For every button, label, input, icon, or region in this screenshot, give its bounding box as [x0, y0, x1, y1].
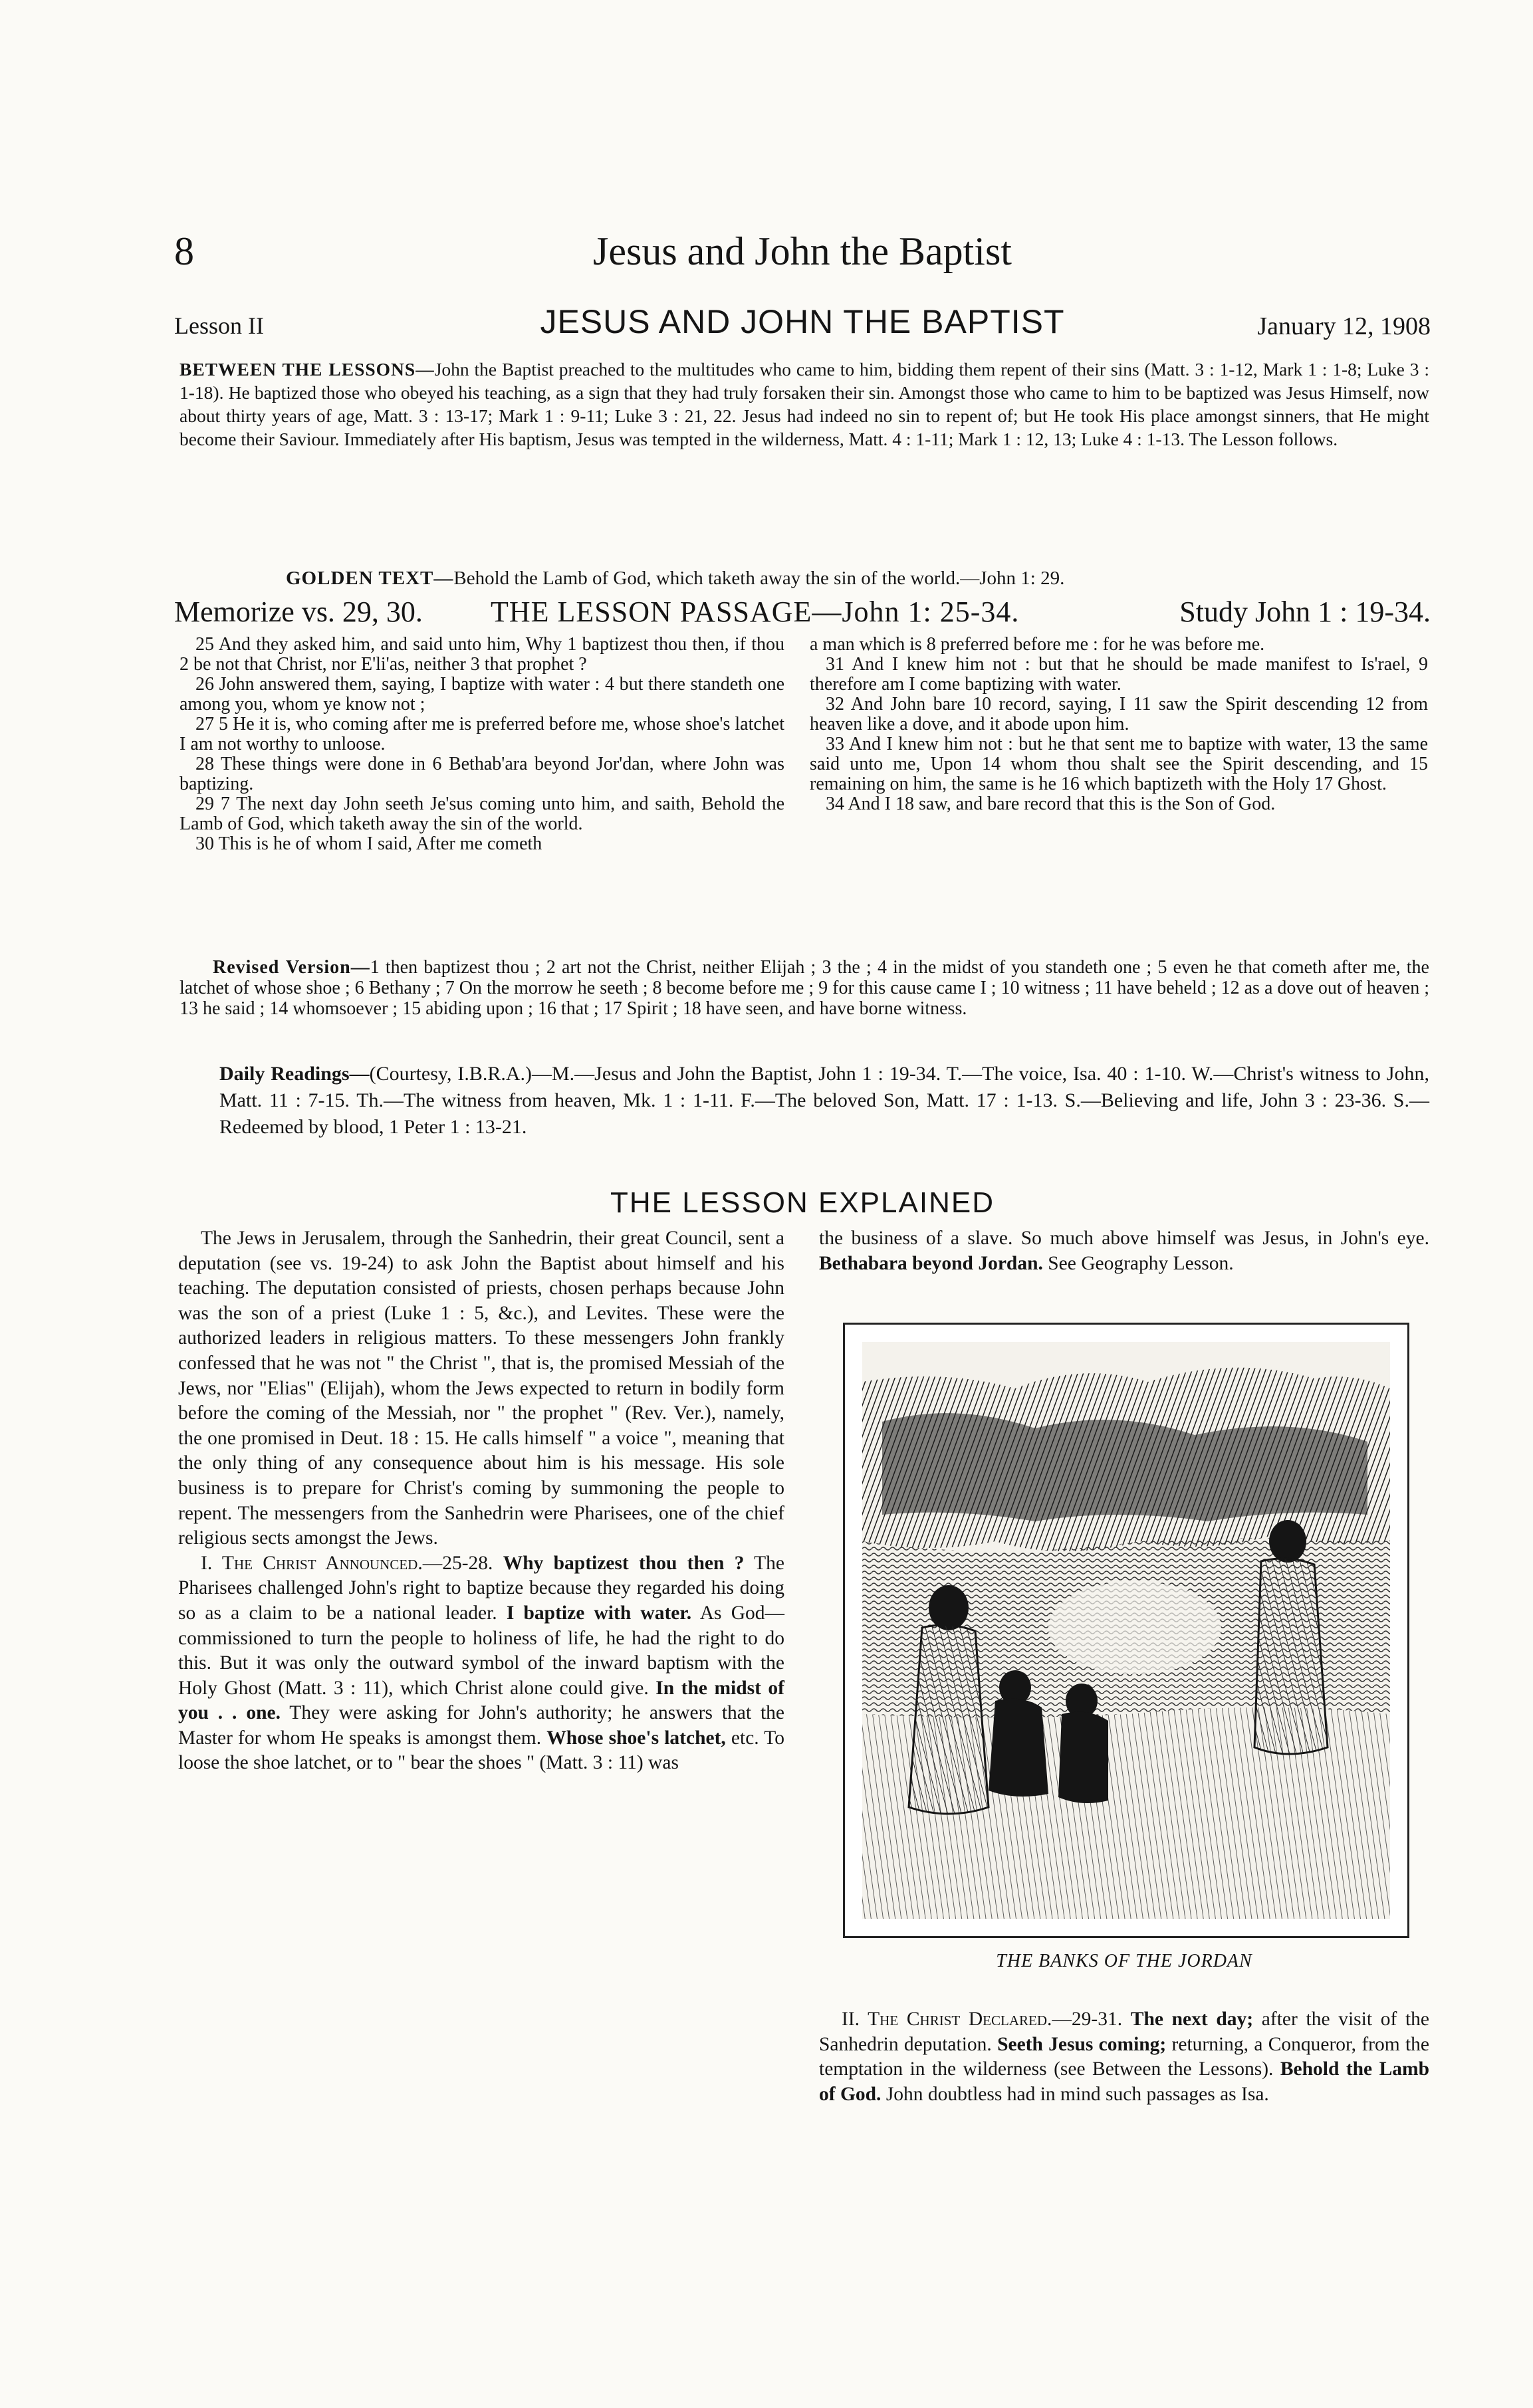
daily-readings: [219, 1061, 1429, 1141]
golden-text-body: Behold the Lamb of God, which taketh away the sin of the world.—John 1: 29.: [453, 568, 1065, 589]
verse: a man which is 8 preferred before me : for he was before me.: [810, 634, 1265, 655]
explained-paragraph: The Jews in Jerusalem, through the Sanhedrin, their great Council, sent a deputation (see vs. 19-24) to ask John the Baptist about himself and his teaching. The deputation consisted of priests, chosen perhaps because John was the son of a priest (Luke 1 : 5, &c.), and Levites. These were the authorized leaders in religious matters. To these messengers John frankly confessed that he was not " the Christ ", that is, the promised Messiah of the Jews, nor "Elias" (Elijah), whom the Jews expected to return in bodily form before the coming of the Messiah, nor " the prophet " (Rev. Ver.), namely, the one promised in Deut. 18 : 15. He calls himself " a voice ", meaning that the only thing of any consequence about him is his message. His sole business is to prepare for Christ's coming by summoning the people to repent. The messengers from the Sanhedrin were Pharisees, one of the chief religious sects amongst the Jews.: [178, 1228, 784, 1549]
verse: 31 And I knew him not : but that he should be made manifest to Is'rael, 9 therefore am I come baptizing with water.: [810, 654, 1428, 695]
daily-readings-label: Daily Readings—: [219, 1063, 370, 1085]
body-text: the business of a slave. So much above himself was Jesus, in John's eye.: [819, 1228, 1429, 1249]
explained-left-column: [178, 1226, 784, 1776]
verses-left-column: [179, 635, 784, 854]
bold-phrase: In the midst of you . . one.: [178, 1677, 785, 1724]
bold-phrase: Why baptizest thou then ?: [503, 1552, 745, 1574]
verses-right-column: [810, 635, 1428, 814]
section-christ-announced: [178, 1551, 784, 1776]
lesson-date: January 12, 1908: [1257, 312, 1431, 340]
body-text: See Geography Lesson.: [1042, 1252, 1234, 1274]
explained-right-column-top: [819, 1226, 1429, 1276]
verse: 30 This is he of whom I said, After me cometh: [195, 833, 542, 854]
bold-phrase: Behold the Lamb of God.: [819, 2058, 1430, 2105]
verse: 25 And they asked him, and said unto him, Why 1 baptizest thou then, if thou 2 be not that Christ, nor E'li'as, neither 3 that prophet ?: [179, 634, 784, 675]
running-head: [174, 225, 1431, 278]
explained-right-column-bottom: [819, 2007, 1429, 2107]
verse: 29 7 The next day John seeth Je'sus coming unto him, and saith, Behold the Lamb of God, which taketh away the sin of the world.: [179, 794, 784, 834]
verse: 27 5 He it is, who coming after me is preferred before me, whose shoe's latchet I am not worthy to unloose.: [179, 714, 784, 754]
lesson-passage-title: THE LESSON PASSAGE—John 1: 25-34.: [491, 596, 1020, 628]
page-number: 8: [174, 229, 194, 273]
jordan-illustration: [843, 1323, 1409, 1938]
body-text: after the visit of the Sanhedrin deputation.: [819, 2009, 1430, 2055]
verse: 32 And John bare 10 record, saying, I 11 saw the Spirit descending 12 from heaven like a dove, and it abode upon him.: [810, 694, 1428, 734]
lesson-passage-header: [174, 593, 1431, 631]
verse: 34 And I 18 saw, and bare record that this is the Son of God.: [826, 794, 1276, 814]
study-reference: Study John 1 : 19-34.: [1179, 596, 1431, 628]
lesson-number: Lesson II: [174, 312, 264, 339]
lesson-explained-heading: THE LESSON EXPLAINED: [610, 1186, 995, 1219]
bold-phrase: Seeth Jesus coming;: [997, 2033, 1167, 2055]
body-text: The Pharisees challenged John's right to baptize because they regarded his doing so as a claim to be a national leader.: [178, 1552, 784, 1624]
revised-version-text: 1 then baptizest thou ; 2 art not the Christ, neither Elijah ; 3 the ; 4 in the midst of you standeth one ; 5 even he that cometh after me, the latchet of whose shoe ; 6 Bethany ; 7 On the morrow he seeth ; 8 become before me ; 9 for this cause came I ; 10 witness ; 11 have beheld ; 12 as a dove out of heaven ; 13 he said ; 14 whomsoever ; 15 abiding upon ; 16 that ; 17 Spirit ; 18 have seen, and have borne witness.: [179, 957, 1429, 1019]
revised-version-label: Revised Version—: [213, 957, 370, 978]
section-heading: II. The Christ Declared.—29-31.: [842, 2009, 1123, 2030]
body-text: They were asking for John's authority; he answers that the Master for whom He speaks is amongst them.: [178, 1702, 784, 1749]
lesson-title: JESUS AND JOHN THE BAPTIST: [540, 303, 1065, 340]
between-lessons-text: John the Baptist preached to the multitudes who came to him, bidding them repent of their sins (Matt. 3 : 1-12, Mark 1 : 1-8; Luke 3 : 1-18). He baptized those who obeyed his teaching, as a sign that they had truly forsaken their sin. Amongst those who came to him to be baptized was Jesus Himself, now about thirty years of age, Matt. 3 : 13-17; Mark 1 : 9-11; Luke 3 : 21, 22. Jesus had indeed no sin to repent of; but He took His place amongst sinners, that He might become their Saviour. Immediately after His baptism, Jesus was tempted in the wilderness, Matt. 4 : 1-11; Mark 1 : 12, 13; Luke 4 : 1-13. The Lesson follows.: [179, 359, 1430, 449]
bold-phrase: I baptize with water.: [506, 1602, 692, 1624]
lesson-header: [174, 302, 1431, 345]
body-text: etc. To loose the shoe latchet, or to " bear the shoes " (Matt. 3 : 11) was: [178, 1727, 785, 1774]
explained-continuation: [819, 1226, 1429, 1276]
memorize-verses: Memorize vs. 29, 30.: [174, 596, 423, 628]
verse: 28 These things were done in 6 Bethab'ara beyond Jor'dan, where John was baptizing.: [179, 754, 784, 794]
running-title: Jesus and John the Baptist: [593, 229, 1012, 273]
daily-readings-text: (Courtesy, I.B.R.A.)—M.—Jesus and John the Baptist, John 1 : 19-34. T.—The voice, Isa. 40 : 1-10. W.—Christ's witness to John, Matt. 11 : 7-15. Th.—The witness from heaven, Mk. 1 : 1-11. F.—The beloved Son, Matt. 17 : 1-13. S.—Believing and life, John 3 : 23-36. S.—Redeemed by blood, 1 Peter 1 : 13-21.: [219, 1063, 1429, 1138]
body-text: returning, a Conqueror, from the temptation in the wilderness (see Between the Lessons).: [819, 2033, 1429, 2080]
golden-text-label: GOLDEN TEXT—: [286, 568, 454, 589]
section-heading: I. The Christ Announced.—25-28.: [201, 1552, 493, 1574]
bold-phrase: The next day;: [1130, 2009, 1254, 2030]
bold-phrase: Bethabara beyond Jordan.: [819, 1252, 1043, 1274]
revised-version-notes: [179, 957, 1429, 1019]
body-text: As God—commissioned to turn the people to holiness of life, he had the right to do this. But it was only the outward symbol of the inward baptism with the Holy Ghost (Matt. 3 : 11), which Christ alone could give.: [178, 1602, 784, 1699]
illustration-caption: THE BANKS OF THE JORDAN: [996, 1951, 1252, 1971]
verse: 33 And I knew him not : but he that sent me to baptize with water, 13 the same said unto me, Upon 14 whom thou shalt see the Spirit descending, and 15 remaining on him, the same is he 16 which baptizeth with the Holy 17 Ghost.: [810, 734, 1428, 794]
section-christ-declared: [819, 2007, 1429, 2107]
verse: 26 John answered them, saying, I baptize with water : 4 but there standeth one among you, whom ye know not ;: [179, 674, 784, 714]
body-text: John doubtless had in mind such passages as Isa.: [881, 2083, 1269, 2105]
between-lessons: [179, 358, 1429, 451]
between-lessons-label: BETWEEN THE LESSONS—: [179, 359, 435, 380]
bold-phrase: Whose shoe's latchet,: [546, 1727, 726, 1749]
golden-text: [286, 566, 1423, 590]
riverbank-engraving-image: [862, 1342, 1390, 1919]
